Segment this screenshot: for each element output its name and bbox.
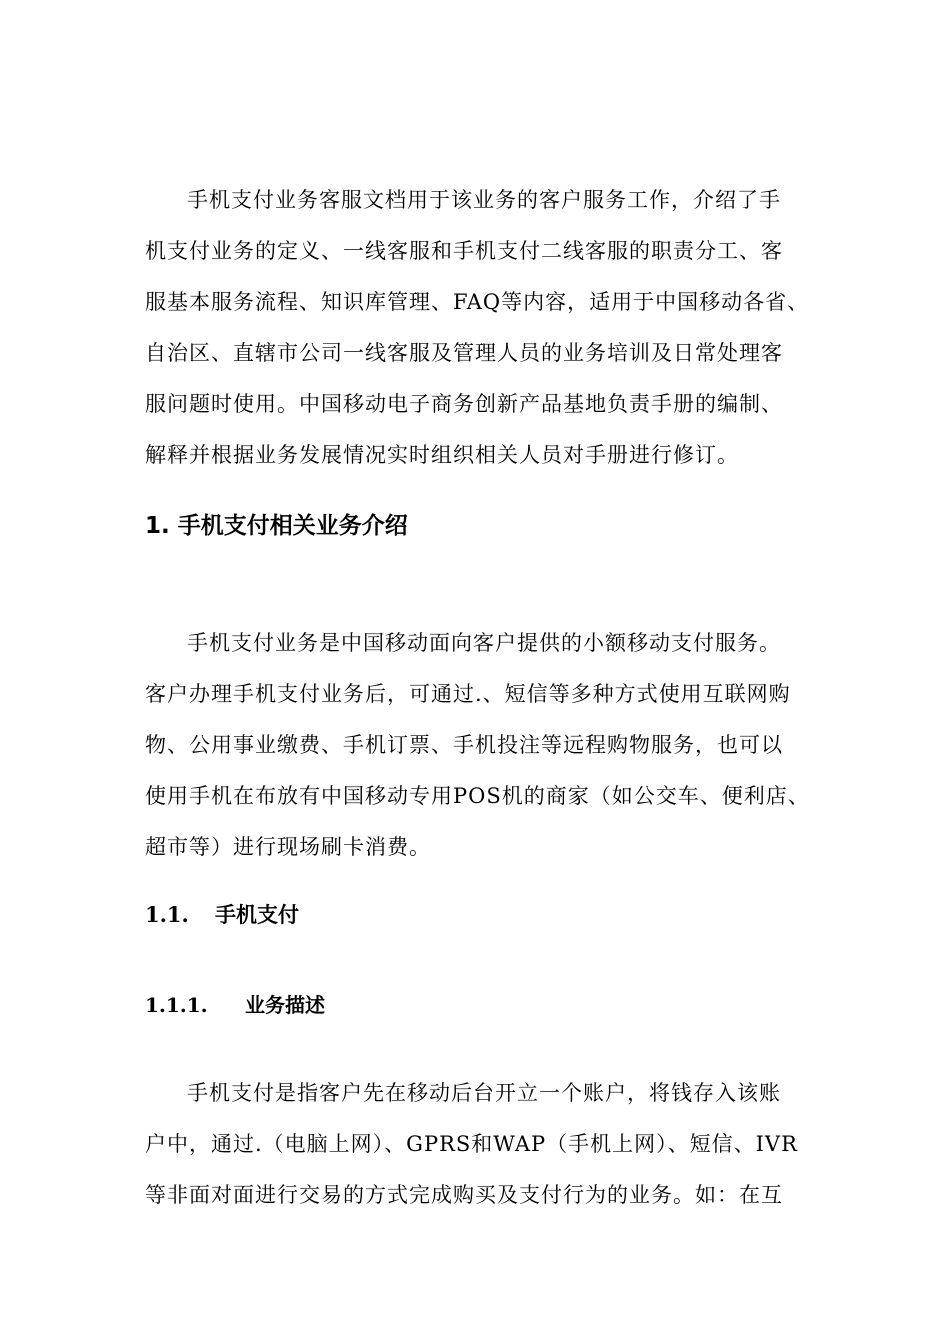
section-1-line: 手机支付业务是中国移动面向客户提供的小额移动支付服务。 bbox=[187, 631, 781, 655]
section-1-line: 超市等）进行现场刷卡消费。 bbox=[145, 835, 431, 859]
intro-line: 解释并根据业务发展情况实时组织相关人员对手册进行修订。 bbox=[145, 443, 739, 467]
intro-line: 服基本服务流程、知识库管理、FAQ等内容，适用于中国移动各省、 bbox=[145, 290, 810, 314]
section-1-1-1-line: 手机支付是指客户先在移动后台开立一个账户，将钱存入该账 bbox=[187, 1081, 781, 1105]
section-1-1-number: 1.1. bbox=[145, 902, 189, 927]
section-1-heading: 1. 手机支付相关业务介绍 bbox=[145, 513, 408, 539]
section-1-1-1-line: 户中，通过.（电脑上网）、GPRS和WAP（手机上网）、短信、IVR bbox=[145, 1132, 798, 1156]
section-1-line: 使用手机在布放有中国移动专用POS机的商家（如公交车、便利店、 bbox=[145, 784, 810, 808]
section-1-1-1-number: 1.1.1. bbox=[145, 993, 208, 1017]
intro-line: 手机支付业务客服文档用于该业务的客户服务工作，介绍了手 bbox=[187, 188, 781, 212]
section-1-1-1-title: 业务描述 bbox=[245, 993, 325, 1017]
intro-paragraph bbox=[145, 175, 825, 481]
section-1-1-1-line: 等非面对面进行交易的方式完成购买及支付行为的业务。如：在互 bbox=[145, 1183, 783, 1207]
intro-line: 自治区、直辖市公司一线客服及管理人员的业务培训及日常处理客 bbox=[145, 341, 783, 365]
section-1-line: 客户办理手机支付业务后，可通过.、短信等多种方式使用互联网购 bbox=[145, 682, 791, 706]
section-1-1-heading bbox=[145, 895, 299, 935]
section-1-paragraph bbox=[145, 618, 825, 873]
section-1-line: 物、公用事业缴费、手机订票、手机投注等远程购物服务，也可以 bbox=[145, 733, 783, 757]
section-1-1-1-heading bbox=[145, 985, 325, 1025]
intro-line: 服问题时使用。中国移动电子商务创新产品基地负责手册的编制、 bbox=[145, 392, 783, 416]
section-1-1-title: 手机支付 bbox=[215, 902, 299, 927]
section-1-1-1-paragraph bbox=[145, 1068, 825, 1221]
intro-line: 机支付业务的定义、一线客服和手机支付二线客服的职责分工、客 bbox=[145, 239, 783, 263]
